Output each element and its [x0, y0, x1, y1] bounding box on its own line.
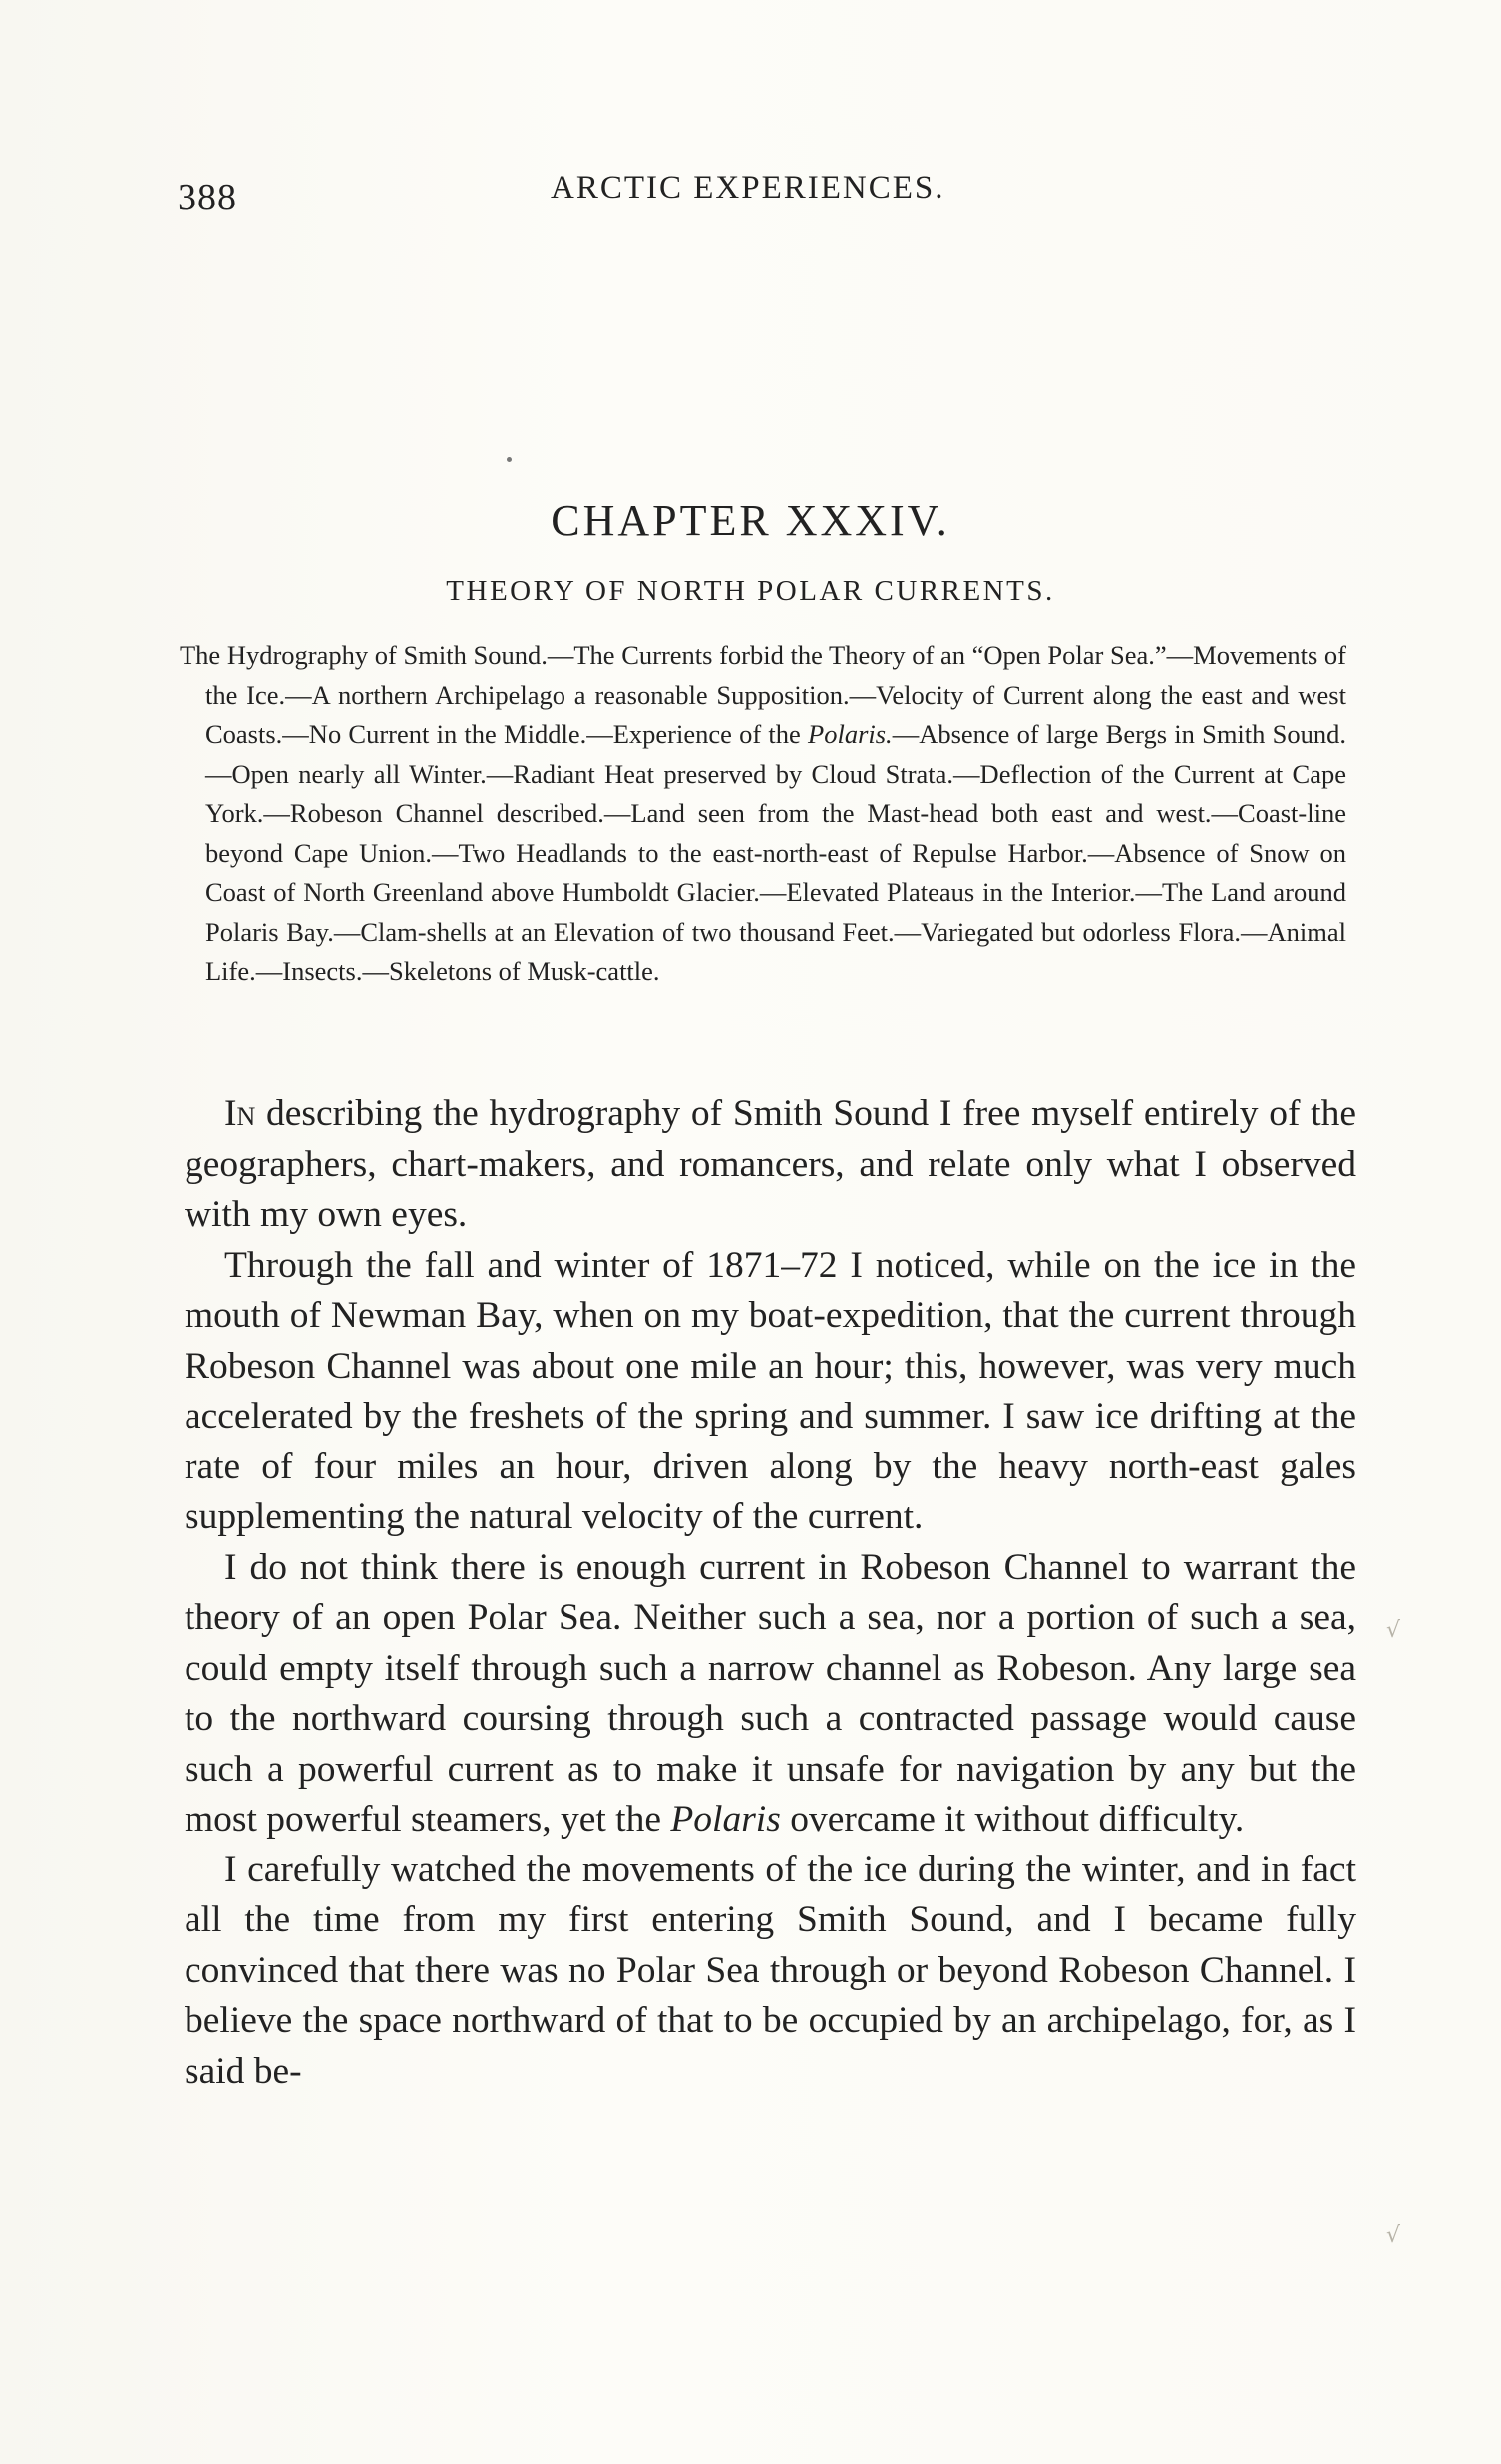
paragraph-3-italic-ship-name: Polaris — [670, 1799, 781, 1840]
paragraph-1 — [185, 1089, 1356, 1241]
chapter-subtitle: THEORY OF NORTH POLAR CURRENTS. — [446, 575, 1055, 607]
synopsis-italic-ship-name: Polaris. — [808, 719, 893, 749]
paragraph-3-text-part-2: overcame it without difficulty. — [780, 1799, 1245, 1840]
paragraph-4: I carefully watched the movements of the ice during the winter, and in fact all the time from my first entering Smith Sound, and I became fully convinced that there was no Polar Sea through or beyond Robeson Channel. I believe the space northward of that to be occupied by an archipelago, for, as I said be- — [185, 1848, 1356, 2092]
paragraph-1-lead: In — [224, 1093, 256, 1134]
synopsis-text-part-2: —Absence of large Bergs in Smith Sound.—Open nearly all Winter.—Radiant Heat preserved by Cloud Strata.—Deflection of the Current at Cape York.—Robeson Channel described.—Land seen from the Mast-head both east and west.—Coast-line beyond Cape Union.—Two Headlands to the east-north-east of Repulse Harbor.—Absence of Snow on Coast of North Greenland above Humboldt Glacier.—Elevated Plateaus in the Interior.—The Land around Polaris Bay.—Clam-shells at an Elevation of two thousand Feet.—Variegated but odorless Flora.—Animal Life.—Insects.—Skeletons of Musk-cattle. — [205, 719, 1346, 986]
paragraph-3-text-part-1: I do not think there is enough current in Robeson Channel to warrant the theory of an open Polar Sea. Neither such a sea, nor a portion of such a sea, could empty itself through such a narrow channel as Robeson. Any large sea to the northward coursing through such a contracted passage would cause such a powerful current as to make it unsafe for navigation by any but the most powerful steamers, yet the — [185, 1546, 1356, 1840]
body-text — [185, 1089, 1356, 2097]
paragraph-3 — [185, 1543, 1356, 1846]
chapter-synopsis — [180, 636, 1346, 992]
margin-check-mark-1: √ — [1386, 1618, 1401, 1643]
chapter-heading: CHAPTER XXXIV. — [551, 496, 950, 545]
page-number: 388 — [178, 177, 237, 218]
ink-speck — [507, 457, 512, 462]
paragraph-1-text: describing the hydrography of Smith Sound I free myself entirely of the geographers, chart-makers, and romancers, and relate only what I observed with my own eyes. — [185, 1093, 1356, 1235]
running-title: ARCTIC EXPERIENCES. — [551, 170, 945, 205]
margin-check-mark-2: √ — [1386, 2223, 1401, 2248]
synopsis-text-part-1: The Hydrography of Smith Sound.—The Currents forbid the Theory of an “Open Polar Sea.”—Movements of the Ice.—A northern Archipelago a reasonable Supposition.—Velocity of Current along the east and west Coasts.—No Current in the Middle.—Experience of the — [180, 640, 1346, 749]
paragraph-2: Through the fall and winter of 1871–72 I noticed, while on the ice in the mouth of Newman Bay, when on my boat-expedition, that the current through Robeson Channel was about one mile an hour; this, however, was very much accelerated by the freshets of the spring and summer. I saw ice drifting at the rate of four miles an hour, driven along by the heavy north-east gales supplementing the natural velocity of the current. — [185, 1244, 1356, 1537]
running-head — [170, 168, 1366, 217]
